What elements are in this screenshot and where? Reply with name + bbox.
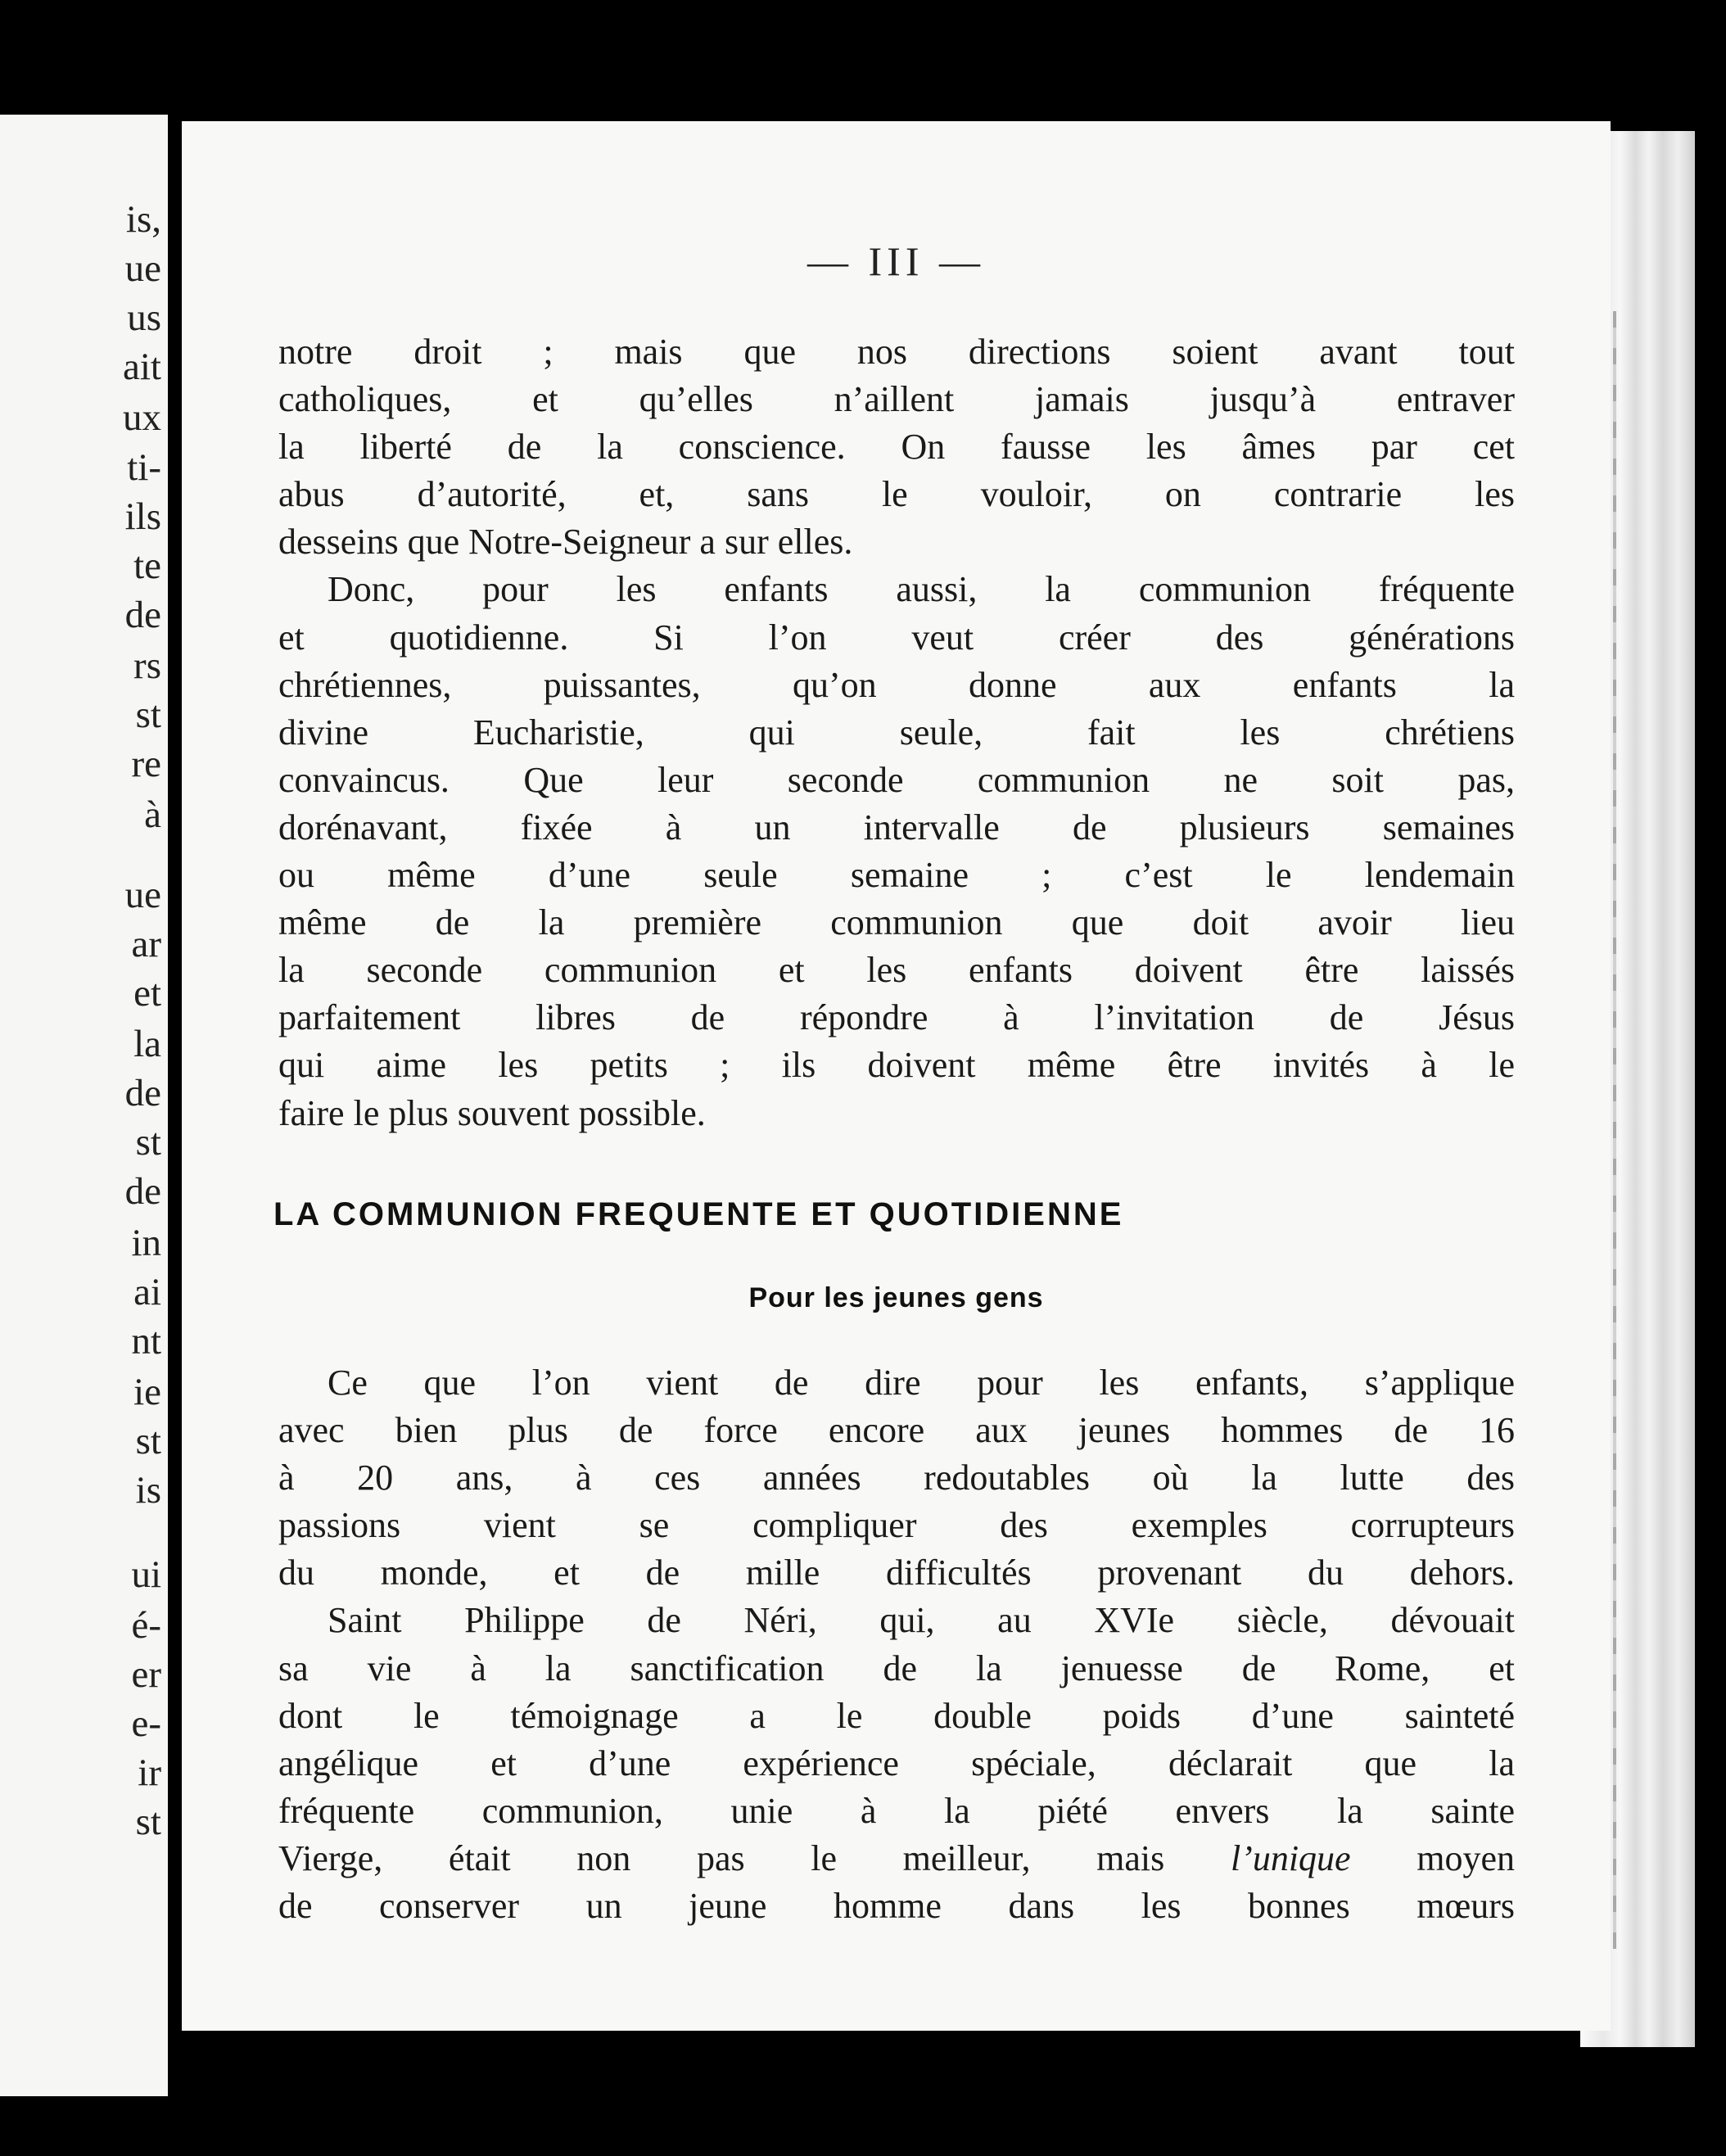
text-line: même de la première communion que doit avoir lieu bbox=[278, 902, 1515, 943]
text-line: du monde, et de mille difficultés provenant du dehors. bbox=[278, 1553, 1515, 1593]
text-line: chrétiennes, puissantes, qu’on donne aux enfants la bbox=[278, 664, 1515, 705]
text-line: à 20 ans, à ces années redoutables où la lutte des bbox=[278, 1458, 1515, 1498]
text-run: Vierge, était non pas le meilleur, mais bbox=[278, 1837, 1231, 1878]
left-page-line-fragment: rs bbox=[133, 644, 161, 687]
text-line: fréquente communion, unie à la piété envers la sainte bbox=[278, 1790, 1515, 1831]
left-page-fragment bbox=[0, 115, 168, 2096]
left-page-line-fragment: is bbox=[135, 1469, 161, 1512]
left-page-line-fragment: st bbox=[135, 1121, 161, 1164]
left-page-line-fragment: ils bbox=[124, 495, 161, 538]
left-page-line-fragment: de bbox=[124, 1072, 161, 1114]
page-edge-texture bbox=[1613, 311, 1616, 1949]
text-line: catholiques, et qu’elles n’aillent jamais jusqu’à entraver bbox=[278, 379, 1515, 420]
left-page-line-fragment: ue bbox=[124, 874, 161, 916]
left-page-line-fragment: e- bbox=[131, 1702, 161, 1745]
left-page-line-fragment: ui bbox=[131, 1553, 161, 1596]
text-line: Ce que l’on vient de dire pour les enfants, s’applique bbox=[328, 1363, 1515, 1403]
left-page-line-fragment: te bbox=[133, 545, 161, 587]
text-line: abus d’autorité, et, sans le vouloir, on contrarie les bbox=[278, 474, 1515, 515]
book-page bbox=[182, 121, 1611, 2031]
left-page-line-fragment: us bbox=[127, 296, 161, 339]
text-line: divine Eucharistie, qui seule, fait les chrétiens bbox=[278, 712, 1515, 753]
text-line: angélique et d’une expérience spéciale, déclarait que la bbox=[278, 1742, 1515, 1783]
text-line: parfaitement libres de répondre à l’invitation de Jésus bbox=[278, 997, 1515, 1038]
text-line: ou même d’une seule semaine ; c’est le lendemain bbox=[278, 855, 1515, 896]
left-page-line-fragment: ait bbox=[123, 346, 161, 388]
text-line: desseins que Notre-Seigneur a sur elles. bbox=[278, 522, 853, 563]
left-page-line-fragment: ir bbox=[138, 1751, 161, 1794]
text-line: passions vient se compliquer des exemples corrupteurs bbox=[278, 1505, 1515, 1546]
left-page-line-fragment: ux bbox=[123, 396, 161, 439]
text-line: sa vie à la sanctification de la jenuesse de Rome, et bbox=[278, 1648, 1515, 1688]
text-line: dorénavant, fixée à un intervalle de plusieurs semaines bbox=[278, 807, 1515, 847]
text-line: Saint Philippe de Néri, qui, au XVIe siècle, dévouait bbox=[328, 1600, 1515, 1641]
left-page-line-fragment: de bbox=[124, 594, 161, 636]
left-page-line-fragment: ue bbox=[124, 247, 161, 290]
text-line: faire le plus souvent possible. bbox=[278, 1092, 706, 1133]
text-line: convaincus. Que leur seconde communion ne soit pas, bbox=[278, 759, 1515, 800]
text-line: Donc, pour les enfants aussi, la communion fréquente bbox=[328, 569, 1515, 610]
left-page-line-fragment: ie bbox=[133, 1371, 161, 1413]
section-heading: LA COMMUNION FREQUENTE ET QUOTIDIENNE bbox=[273, 1196, 1124, 1232]
left-page-line-fragment: in bbox=[131, 1222, 161, 1264]
left-page-line-fragment: st bbox=[135, 1801, 161, 1843]
left-page-line-fragment: ti- bbox=[127, 446, 161, 489]
body-text-top bbox=[278, 328, 1515, 1137]
left-page-line-fragment: é- bbox=[131, 1604, 161, 1647]
left-page-line-fragment: re bbox=[131, 743, 161, 785]
left-page-line-fragment: er bbox=[131, 1653, 161, 1696]
emphasized-word: l’unique bbox=[1230, 1837, 1351, 1878]
left-page-line-fragment: is, bbox=[125, 198, 161, 241]
text-line: la liberté de la conscience. On fausse les âmes par cet bbox=[278, 427, 1515, 468]
text-line: de conserver un jeune homme dans les bonnes mœurs bbox=[278, 1886, 1515, 1927]
text-run: moyen bbox=[1350, 1837, 1515, 1878]
left-page-line-fragment: et bbox=[133, 972, 161, 1015]
text-line: notre droit ; mais que nos directions soient avant tout bbox=[278, 332, 1515, 372]
text-line bbox=[278, 1835, 1515, 1883]
text-line: avec bien plus de force encore aux jeunes hommes de 16 bbox=[278, 1410, 1515, 1451]
page-number: — III — bbox=[807, 238, 985, 284]
left-page-line-fragment: la bbox=[133, 1023, 161, 1065]
left-page-line-fragment: de bbox=[124, 1170, 161, 1213]
left-page-line-fragment: nt bbox=[131, 1320, 161, 1363]
left-page-line-fragment: st bbox=[135, 1420, 161, 1462]
text-line: dont le témoignage a le double poids d’une sainteté bbox=[278, 1695, 1515, 1736]
left-page-line-fragment: st bbox=[135, 694, 161, 736]
body-text-bottom bbox=[278, 1359, 1515, 1930]
left-page-line-fragment: ai bbox=[133, 1271, 161, 1313]
text-line: et quotidienne. Si l’on veut créer des générations bbox=[278, 617, 1515, 658]
text-line: la seconde communion et les enfants doivent être laissés bbox=[278, 950, 1515, 991]
text-line: qui aime les petits ; ils doivent même être invités à le bbox=[278, 1045, 1515, 1086]
left-page-line-fragment: ar bbox=[131, 923, 161, 965]
section-subheading: Pour les jeunes gens bbox=[748, 1282, 1044, 1313]
left-page-line-fragment: à bbox=[144, 793, 161, 836]
